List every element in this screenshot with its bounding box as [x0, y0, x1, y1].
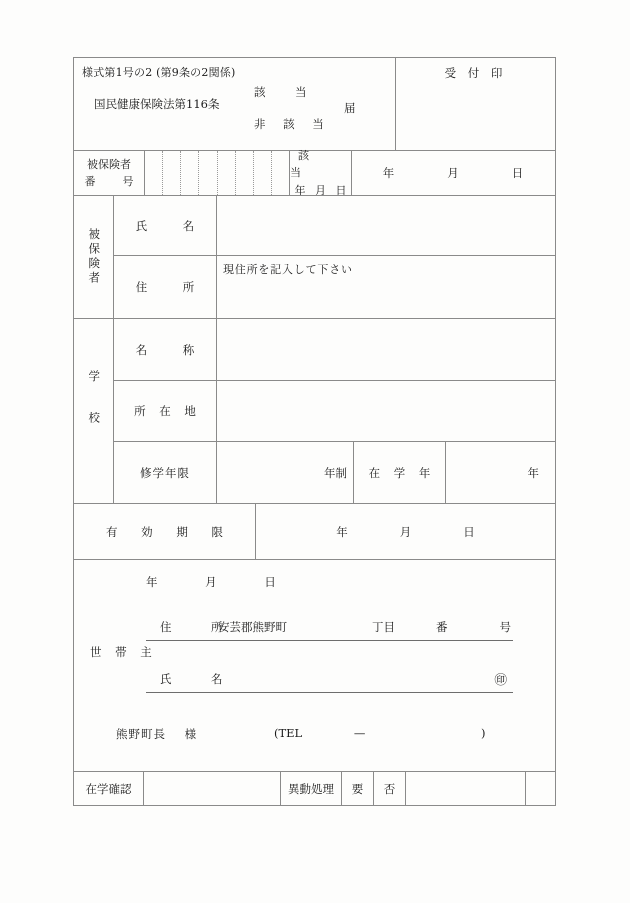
- digit-cell[interactable]: [218, 151, 236, 195]
- mayor-title-label: 熊野町長: [116, 727, 166, 741]
- option-applicable[interactable]: 該 当: [254, 85, 316, 99]
- tel-open-label: (TEL: [274, 726, 303, 740]
- insured-person-section-label: [74, 196, 114, 318]
- header-left-block: [74, 58, 396, 150]
- insured-name-label: 氏 名: [114, 196, 217, 256]
- insured-number-label-line1: 被保険者: [87, 157, 131, 171]
- validity-period-row: [74, 503, 555, 559]
- applicable-date-label-line2: 年 月 日: [294, 183, 350, 197]
- day-unit-label: 日: [463, 524, 475, 539]
- insured-person-vertical-label: 被保険者: [87, 228, 102, 286]
- receipt-stamp-box: [396, 58, 555, 150]
- insured-address-field[interactable]: [217, 256, 555, 318]
- school-location-label: 所 在 地: [114, 381, 217, 442]
- change-process-label: 異動処理: [281, 772, 342, 806]
- change-not-required-option[interactable]: 否: [374, 772, 406, 806]
- course-years-label: 修学年限: [114, 442, 217, 503]
- school-vertical-label: 学校: [87, 369, 102, 453]
- householder-address-line[interactable]: [146, 618, 513, 641]
- digit-cell[interactable]: [254, 151, 272, 195]
- tel-dash-label: —: [353, 726, 366, 740]
- validity-period-label: 有 効 期 限: [74, 504, 256, 559]
- office-blank-field-1[interactable]: [406, 772, 526, 806]
- course-years-unit-label: 年制: [324, 465, 347, 480]
- month-unit-label: 月: [447, 166, 460, 180]
- year-unit-label: 年: [382, 166, 396, 180]
- form-header-row: [74, 58, 555, 150]
- school-location-field[interactable]: [217, 381, 555, 442]
- telephone-field[interactable]: [274, 726, 486, 740]
- office-use-row: [74, 771, 555, 806]
- day-unit-label: 日: [511, 166, 525, 180]
- digit-cell[interactable]: [236, 151, 254, 195]
- insured-number-row: [74, 150, 555, 195]
- applicable-date-label: [290, 151, 352, 195]
- current-year-label: 在 学 年: [354, 442, 446, 503]
- receipt-stamp-label: 受 付 印: [444, 66, 507, 80]
- school-name-label: 名 称: [114, 319, 217, 381]
- office-blank-field-2[interactable]: [526, 772, 555, 806]
- current-year-unit-label: 年: [527, 465, 539, 480]
- notification-suffix-label: 届: [344, 101, 356, 115]
- digit-cell[interactable]: [272, 151, 289, 195]
- householder-address-label: 住 所: [160, 620, 237, 634]
- digit-cell[interactable]: [181, 151, 199, 195]
- householder-address-town: 安芸郡熊野町: [218, 620, 287, 634]
- digit-cell[interactable]: [163, 151, 181, 195]
- year-unit-label: 年: [336, 524, 348, 539]
- law-reference-label: 国民健康保険法第116条: [94, 97, 220, 111]
- insurance-form-sheet: [73, 57, 556, 806]
- mayor-addressee: [116, 726, 197, 742]
- form-code-label: 様式第1号の2 (第9条の2関係): [82, 66, 236, 79]
- month-unit-label: 月: [399, 524, 412, 539]
- insured-number-label-line2: 番 号: [84, 175, 142, 188]
- applicable-date-field[interactable]: [352, 151, 555, 195]
- mayor-honorific-label: 様: [184, 727, 198, 741]
- gou-unit-label: 号: [499, 620, 511, 634]
- householder-name-line[interactable]: [146, 670, 513, 693]
- insured-number-digit-boxes[interactable]: [145, 151, 290, 195]
- declaration-block: [74, 559, 555, 771]
- validity-period-field[interactable]: [256, 504, 555, 559]
- applicable-date-label-line1: 該 当: [290, 149, 336, 180]
- digit-cell[interactable]: [199, 151, 217, 195]
- digit-cell[interactable]: [145, 151, 163, 195]
- change-required-option[interactable]: 要: [342, 772, 374, 806]
- declaration-date-field[interactable]: [146, 574, 276, 590]
- option-not-applicable[interactable]: 非 該 当: [254, 117, 331, 131]
- householder-name-label: 氏 名: [160, 672, 237, 686]
- enrollment-check-field[interactable]: [144, 772, 281, 806]
- ban-unit-label: 番: [436, 620, 448, 634]
- month-unit-label: 月: [205, 575, 217, 589]
- insured-name-field[interactable]: [217, 196, 555, 256]
- insured-address-hint: 現住所を記入して下さい: [223, 263, 353, 276]
- enrollment-check-label: 在学確認: [74, 772, 144, 806]
- insured-address-label: 住 所: [114, 256, 217, 318]
- seal-icon: ㊞: [494, 672, 507, 687]
- insured-person-section: [74, 195, 555, 318]
- day-unit-label: 日: [264, 575, 276, 589]
- school-section-label: [74, 319, 114, 503]
- current-year-field[interactable]: [446, 442, 555, 503]
- year-unit-label: 年: [146, 575, 158, 589]
- school-section: [74, 318, 555, 503]
- householder-label: 世 帯 主: [90, 645, 157, 659]
- course-years-field[interactable]: [217, 442, 354, 503]
- insured-number-label: [74, 151, 145, 195]
- school-name-field[interactable]: [217, 319, 555, 381]
- tel-close-label: ): [481, 726, 486, 740]
- chome-unit-label: 丁目: [372, 620, 395, 634]
